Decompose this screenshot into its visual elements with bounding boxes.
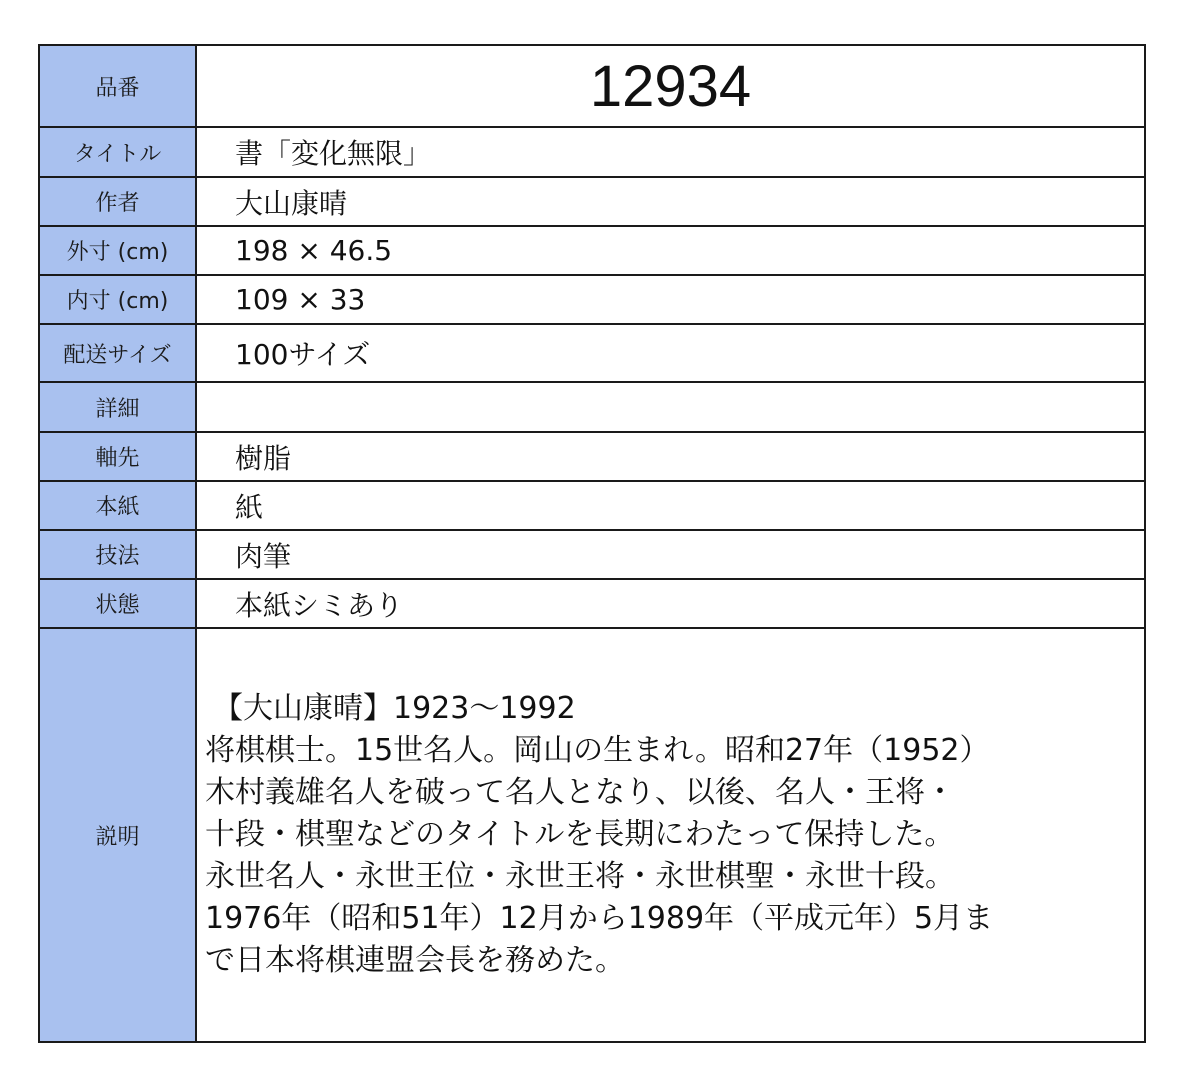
row-item-number <box>39 45 1145 127</box>
description-line: 十段・棋聖などのタイトルを長期にわたって保持した。 <box>205 817 955 852</box>
value-material: 紙 <box>196 481 1145 530</box>
label-item-number: 品番 <box>39 45 196 127</box>
label-condition: 状態 <box>39 579 196 628</box>
row-author <box>39 177 1145 226</box>
description-line: で日本将棋連盟会長を務めた。 <box>205 943 625 978</box>
value-shipping-size: 100サイズ <box>196 324 1145 382</box>
row-technique <box>39 530 1145 579</box>
row-outer-size <box>39 226 1145 275</box>
value-technique: 肉筆 <box>196 530 1145 579</box>
row-condition <box>39 579 1145 628</box>
row-inner-size <box>39 275 1145 324</box>
label-details: 詳細 <box>39 382 196 432</box>
product-info-table <box>38 44 1146 1043</box>
value-inner-size: 109 × 33 <box>196 275 1145 324</box>
label-author: 作者 <box>39 177 196 226</box>
row-title <box>39 127 1145 177</box>
row-roller-end <box>39 432 1145 481</box>
row-material <box>39 481 1145 530</box>
value-condition: 本紙シミあり <box>196 579 1145 628</box>
value-roller-end: 樹脂 <box>196 432 1145 481</box>
description-line: 【大山康晴】1923〜1992 <box>213 691 576 726</box>
description-line: 木村義雄名人を破って名人となり、以後、名人・王将・ <box>205 775 955 810</box>
row-description <box>39 628 1145 1042</box>
label-shipping-size: 配送サイズ <box>39 324 196 382</box>
row-details <box>39 382 1145 432</box>
label-roller-end: 軸先 <box>39 432 196 481</box>
description-line: 将棋棋士。15世名人。岡山の生まれ。昭和27年（1952） <box>205 733 990 768</box>
label-outer-size: 外寸 (cm) <box>39 226 196 275</box>
value-title: 書「変化無限」 <box>196 127 1145 177</box>
description-text <box>196 628 1145 1042</box>
label-title: タイトル <box>39 127 196 177</box>
label-inner-size: 内寸 (cm) <box>39 275 196 324</box>
value-details <box>196 382 1145 432</box>
description-line: 永世名人・永世王位・永世王将・永世棋聖・永世十段。 <box>205 859 955 894</box>
value-outer-size: 198 × 46.5 <box>196 226 1145 275</box>
value-author: 大山康晴 <box>196 177 1145 226</box>
label-technique: 技法 <box>39 530 196 579</box>
description-line: 1976年（昭和51年）12月から1989年（平成元年）5月ま <box>205 901 994 936</box>
label-description: 説明 <box>39 628 196 1042</box>
row-shipping-size <box>39 324 1145 382</box>
label-material: 本紙 <box>39 481 196 530</box>
value-item-number: 12934 <box>196 45 1145 127</box>
